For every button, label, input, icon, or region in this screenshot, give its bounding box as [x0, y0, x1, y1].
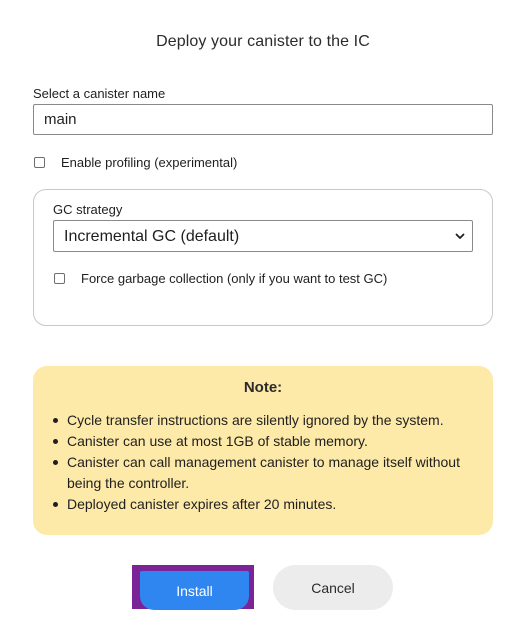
- install-button[interactable]: Install: [140, 571, 249, 610]
- cancel-button[interactable]: Cancel: [273, 565, 393, 610]
- chevron-down-icon: [454, 230, 466, 242]
- canister-name-input[interactable]: [33, 104, 493, 135]
- note-list: [49, 410, 479, 515]
- gc-strategy-selected-value: Incremental GC (default): [64, 228, 240, 245]
- gc-strategy-select[interactable]: [53, 220, 473, 252]
- force-gc-checkbox[interactable]: [54, 273, 65, 284]
- note-box: [33, 366, 493, 535]
- canister-name-label: Select a canister name: [33, 86, 166, 101]
- profiling-checkbox[interactable]: [34, 157, 45, 168]
- note-title: Note:: [243, 379, 283, 396]
- profiling-checkbox-label[interactable]: Enable profiling (experimental): [61, 155, 238, 170]
- note-item: Cycle transfer instructions are silently ignored by the system.: [49, 410, 479, 431]
- gc-strategy-label: GC strategy: [53, 202, 123, 217]
- note-item: Canister can call management canister to manage itself without being the controller.: [49, 452, 479, 494]
- note-item: Deployed canister expires after 20 minutes.: [49, 494, 479, 515]
- dialog-title: Deploy your canister to the IC: [156, 33, 370, 50]
- install-button-focus-ring: [132, 565, 254, 609]
- note-item: Canister can use at most 1GB of stable memory.: [49, 431, 479, 452]
- force-gc-checkbox-label[interactable]: Force garbage collection (only if you want to test GC): [81, 271, 388, 286]
